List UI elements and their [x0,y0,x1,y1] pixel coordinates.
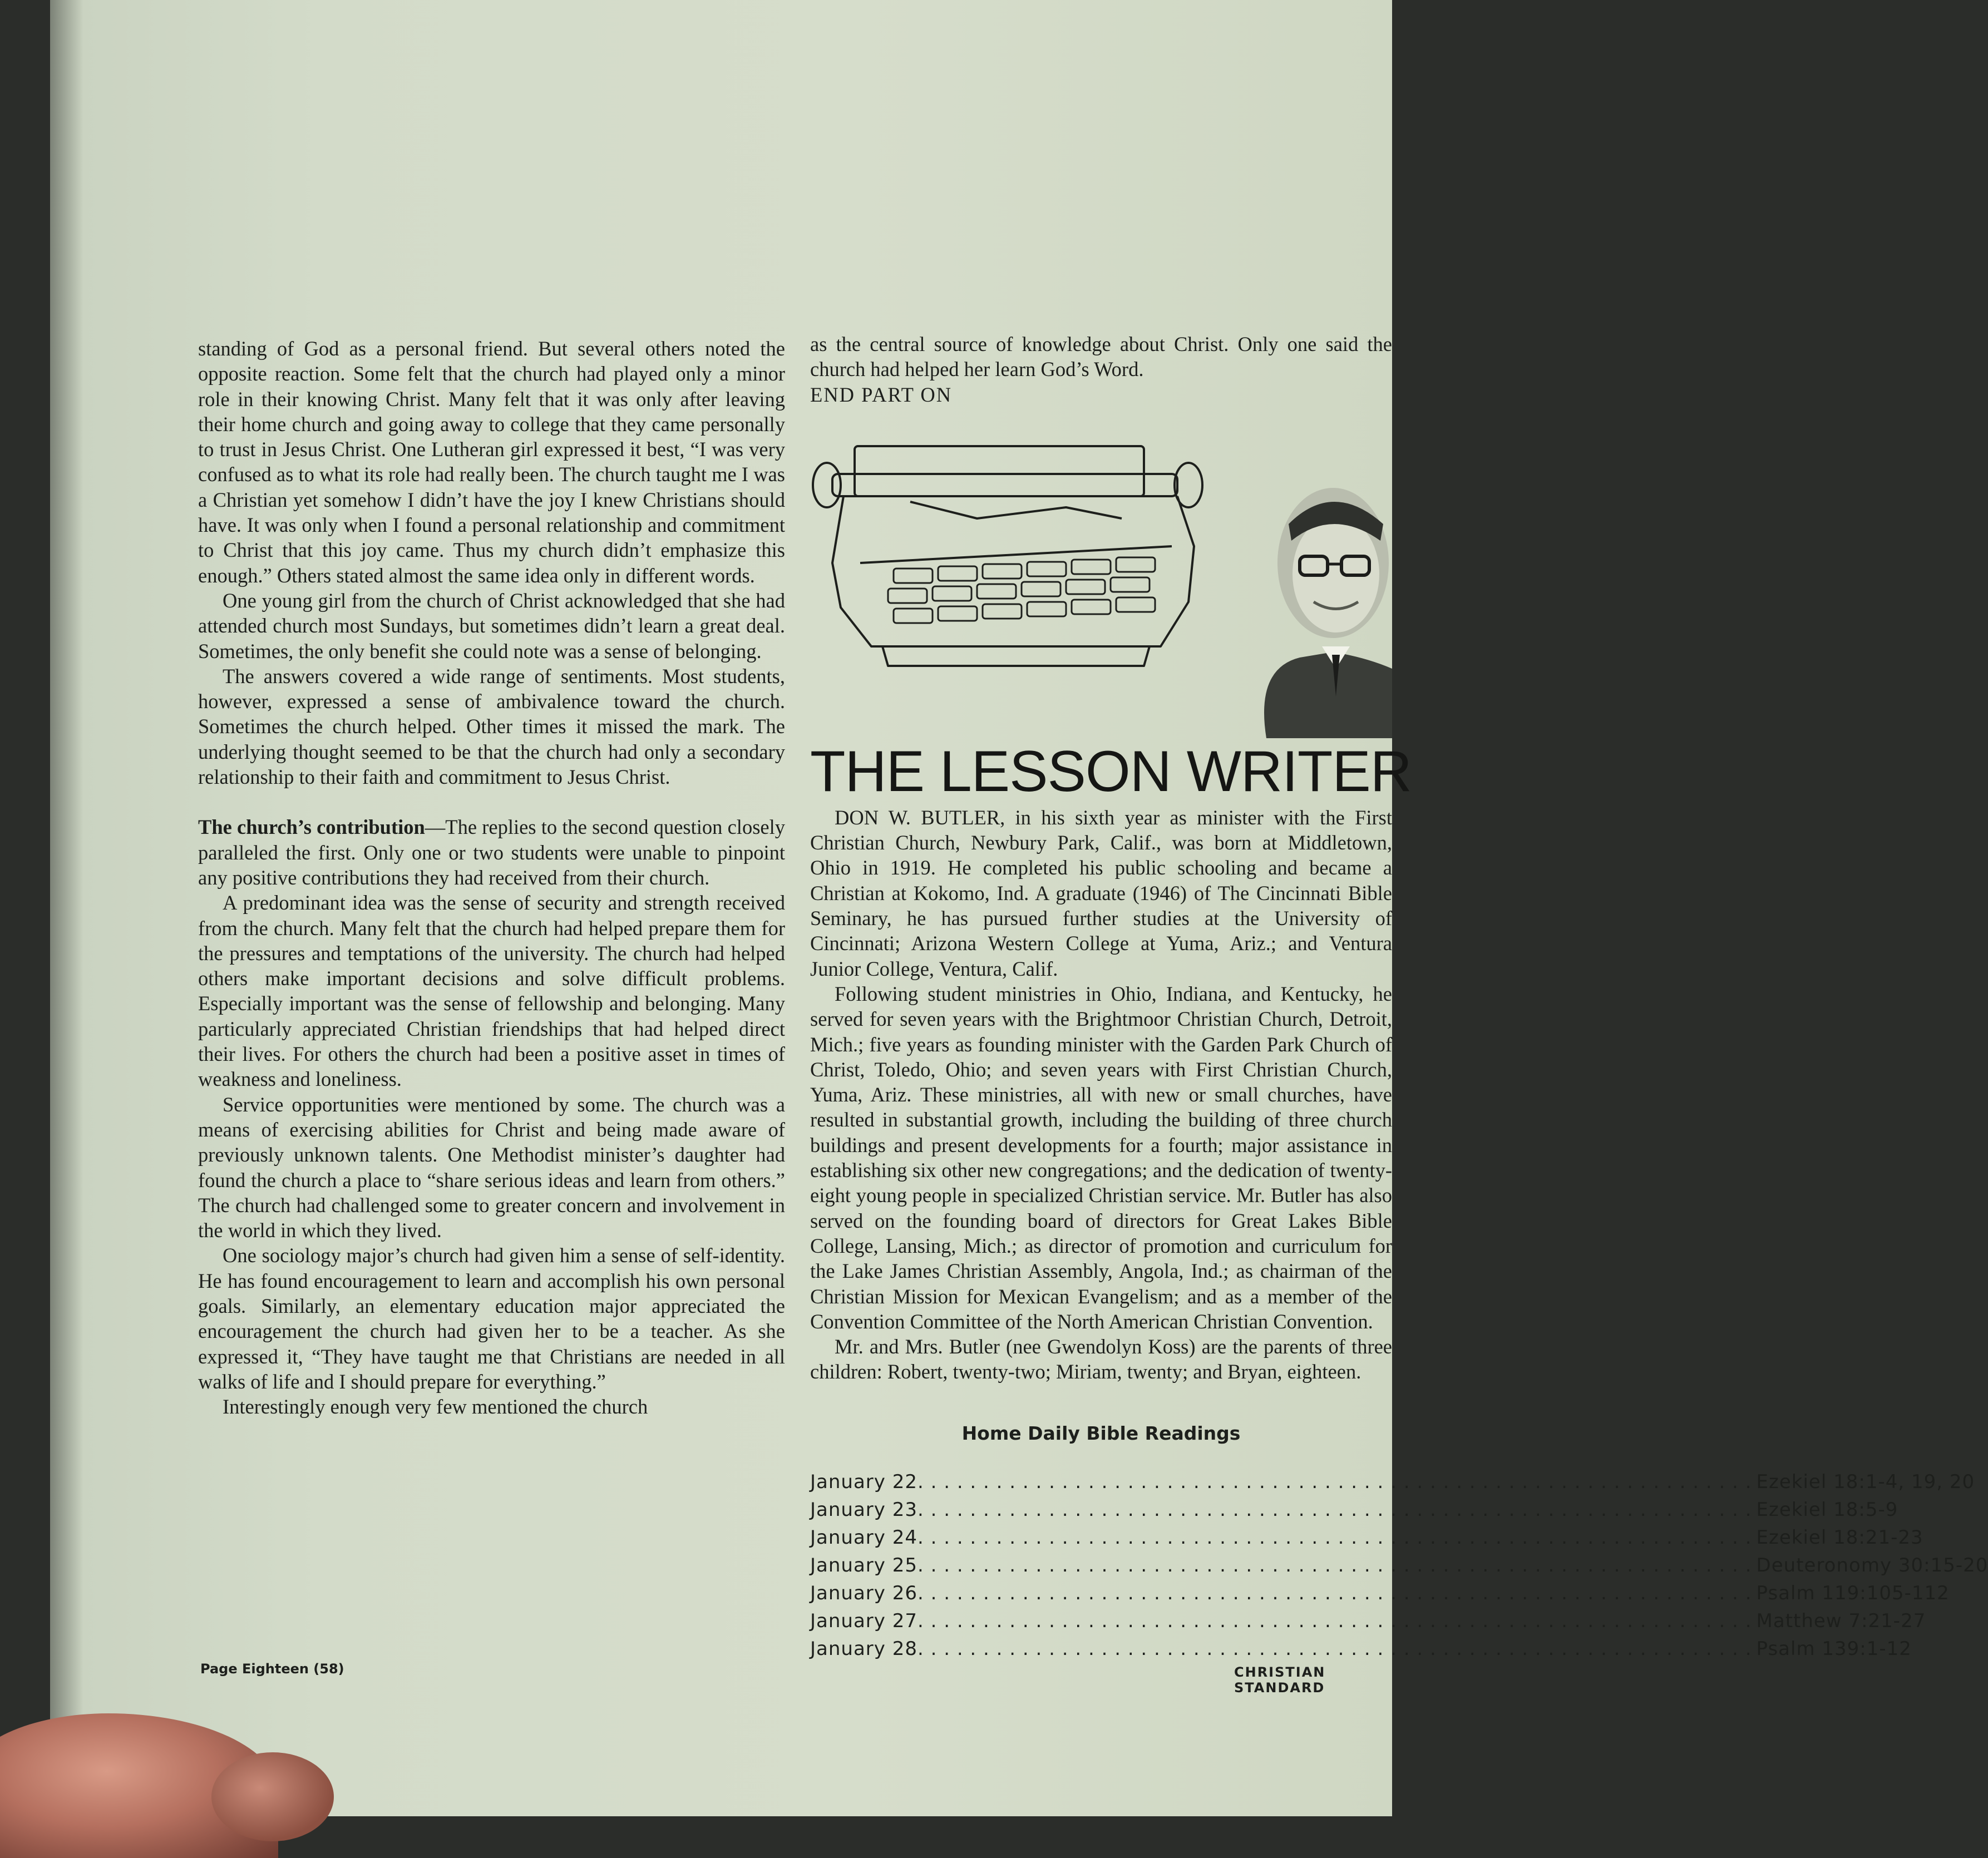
reading-date: January 24 [810,1526,917,1549]
author-bio [810,805,1392,1385]
bio-paragraph-2: Following student ministries in Ohio, Indiana, and Kentucky, he served for seven years with the Brightmoor Christian Church, Detroit, Mich.; five years as founding minister with the Garden Park Church of Christ, Toledo, Ohio; and seven years with First Christian Church, Yuma, Ariz. These ministries, all with new or small churches, have resulted in substantial growth, including the building of three church buildings and present developments for a fourth; major assistance in establishing six other new congregations; and the dedication of twenty-eight young people in specialized Christian service. Mr. Butler has also served on the founding board of directors for Great Lakes Bible College, Lansing, Mich.; as director of promotion and curriculum for the Lake James Christian Assembly, Angola, Ind.; as chairman of the Christian Mission for Mexican Evangelism; and as a member of the Convention Committee of the North American Christian Convention. [810,982,1392,1333]
reading-date: January 26 [810,1582,917,1605]
reading-ref: Ezekiel 18:5-9 [1756,1499,1898,1521]
reading-item [810,1524,1923,1551]
end-part-label: END PART ON [810,383,953,406]
typewriter-and-portrait-illustration [810,435,1392,738]
paragraph-3: The answers covered a wide range of sentiments. Most students, however, expressed a sense of ambivalence toward the church. Sometimes the church helped. Other times it missed the mark. The underlying thought seemed to be that the church had only a secondary relationship to their faith and commitment to Jesus Christ. [198,664,785,789]
publication-footer: CHRISTIAN STANDARD [1234,1664,1326,1696]
readings-list [810,1468,1988,1663]
reading-date: January 22 [810,1471,917,1494]
paragraph-8: Interestingly enough very few mentioned the church [223,1395,648,1419]
reading-item [810,1496,1898,1524]
paragraph-7: One sociology major’s church had given him a sense of self-identity. He has found encouragement to learn and accomplish his own personal goals. Similarly, an elementary education major appreciated the encouragement the church had given her to be a teacher. As she expressed it, “They have taught me that Christians are needed in all walks of life and I should prepare for everything.” [198,1244,785,1393]
reading-ref: Ezekiel 18:1-4, 19, 20 [1756,1471,1975,1494]
paragraph-4 [198,814,785,890]
readings-title: Home Daily Bible Readings [961,1422,1241,1444]
page-number-footer: Page Eighteen (58) [200,1661,344,1677]
left-column [198,336,785,1419]
paragraph-4-text: —The replies to the second question closely paralleled the first. Only one or two students were unable to pinpoint any positive contributions they had received from their church. [198,816,785,889]
reading-date: January 23 [810,1499,917,1521]
gutter-shadow [50,0,83,1816]
reading-item [810,1468,1975,1496]
typewriter-illustration [810,435,1392,738]
reading-ref: Psalm 119:105-112 [1756,1582,1950,1605]
paragraph-2: One young girl from the church of Christ acknowledged that she had attended church most Sundays, but sometimes didn’t learn a great deal. Sometimes, the only benefit she could note was a sense of belonging. [198,589,785,663]
reading-ref: Ezekiel 18:21-23 [1756,1526,1923,1549]
continued-paragraph: as the central source of knowledge about Christ. Only one said the church had helped her learn God’s Word. [810,333,1392,381]
right-column [810,332,1988,1663]
reading-date: January 27 [810,1610,917,1633]
paragraph-5: A predominant idea was the sense of security and strength received from the church. Many felt that the church had helped prepare them for the pressures and temptations of the university. The church had helped others make important decisions and solve difficult problems. Especially important was the sense of fellowship and belonging. Many particularly appreciated Christian friendships that had helped direct their lives. For others the church had been a positive asset in times of weakness and loneliness. [198,891,785,1091]
show-through-text [239,145,1408,221]
bio-paragraph-1: DON W. BUTLER, in his sixth year as minister with the First Christian Church, Newbury Park, Calif., was born at Middletown, Ohio in 1919. He completed his public schooling and became a Christian at Kokomo, Ind. A graduate (1946) of The Cincinnati Bible Seminary, he has pursued further studies at the University of Cincinnati; Arizona Western College at Yuma, Ariz.; and Ventura Junior College, Ventura, Calif. [810,806,1392,980]
lesson-writer-heading: THE LESSON WRITER [810,739,1412,804]
paragraph-1: standing of God as a personal friend. But several others noted the opposite reaction. Some felt that the church had played only a minor role in their knowing Christ. Many felt that it was only after leaving their home church and going away to college that they came personally to trust in Jesus Christ. One Lutheran girl expressed it best, “I was very confused as to what its role had really been. The church taught me I was a Christian yet somehow I didn’t have the joy I knew Christians should have. It was only when I found a personal relationship and commitment to Christ that this joy came. Thus my church didn’t emphasize this enough.” Others stated almost the same idea only in different words. [198,337,785,587]
reading-item [810,1551,1988,1579]
section-subhead: The church’s contribution [198,816,425,839]
reading-date: January 28 [810,1638,917,1661]
reading-ref: Psalm 139:1-12 [1756,1638,1912,1661]
holding-finger [211,1752,334,1841]
author-portrait [1264,488,1392,738]
reading-date: January 25 [810,1554,917,1577]
reading-ref: Deuteronomy 30:15-20 [1756,1554,1988,1577]
bio-paragraph-3: Mr. and Mrs. Butler (nee Gwendolyn Koss) are the parents of three children: Robert, twenty-two; Miriam, twenty; and Bryan, eighteen. [810,1335,1392,1383]
reading-item [810,1635,1912,1663]
reading-item [810,1579,1950,1607]
reading-item [810,1607,1926,1635]
paragraph-6: Service opportunities were mentioned by some. The church was a means of exercising abilities for Christ and being made aware of previously unknown talents. One Methodist minister’s daughter had found the church a place to “share serious ideas and learn from others.” The church had challenged some to greater concern and involvement in the world in which they lived. [198,1093,785,1242]
reading-ref: Matthew 7:21-27 [1756,1610,1926,1633]
